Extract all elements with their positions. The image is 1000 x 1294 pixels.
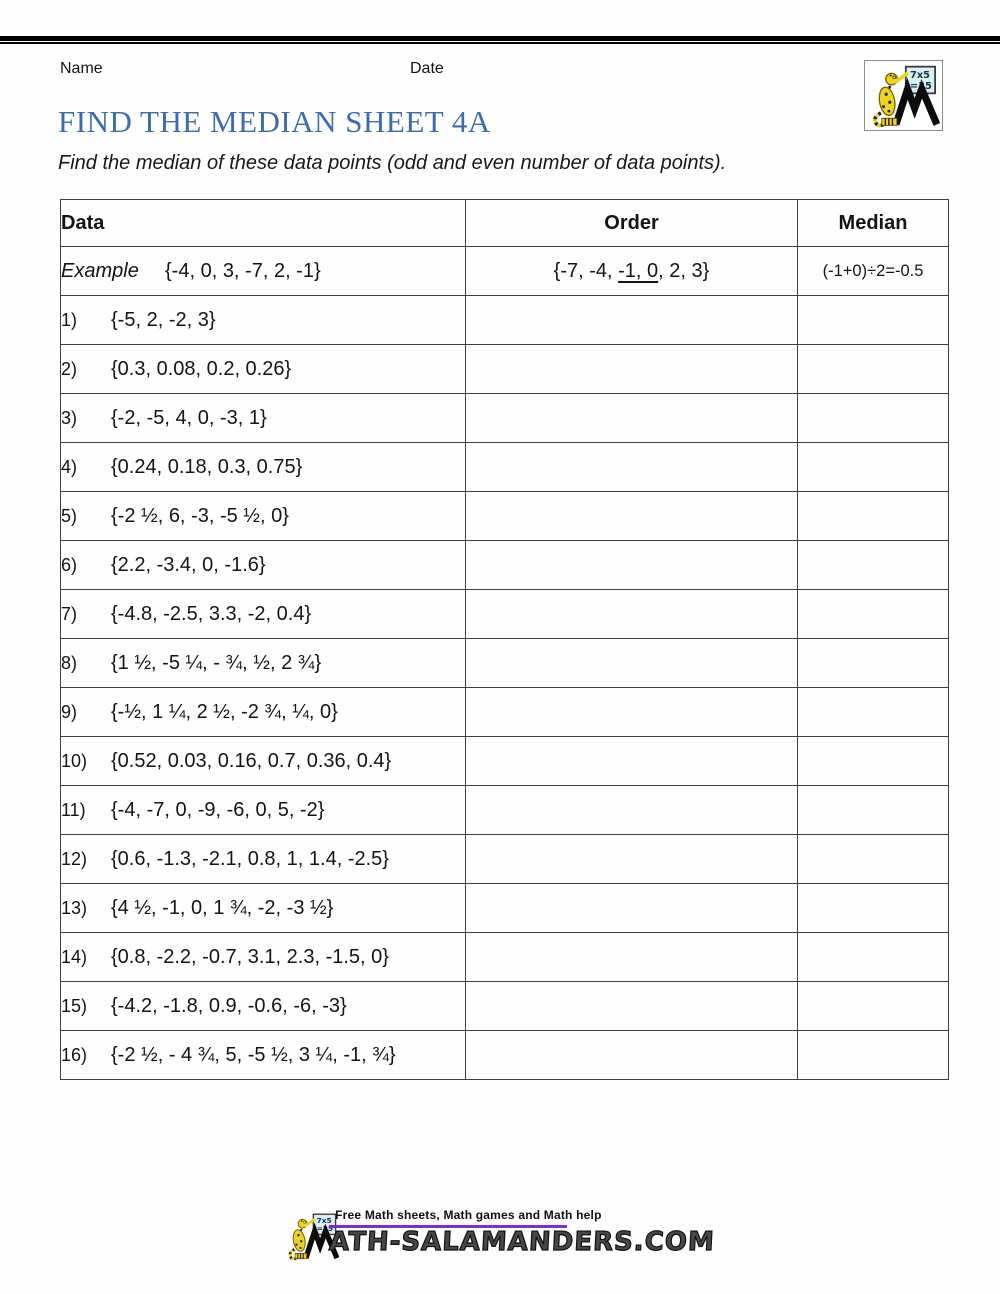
footer-wordmark: ATH-SALAMANDERS.COM bbox=[328, 1227, 716, 1257]
row-data-set: {-4.2, -1.8, 0.9, -0.6, -6, -3} bbox=[111, 994, 347, 1017]
order-answer-cell[interactable] bbox=[466, 835, 798, 884]
median-answer-cell[interactable] bbox=[798, 590, 949, 639]
median-answer-cell[interactable] bbox=[798, 394, 949, 443]
row-data-set: {-½, 1 ¼, 2 ½, -2 ¾, ¼, 0} bbox=[111, 700, 338, 723]
table-row bbox=[61, 982, 949, 1031]
row-data-set: {0.8, -2.2, -0.7, 3.1, 2.3, -1.5, 0} bbox=[111, 945, 389, 968]
example-label: Example bbox=[61, 259, 139, 282]
example-median-cell: (-1+0)÷2=-0.5 bbox=[798, 247, 949, 296]
table-row bbox=[61, 492, 949, 541]
example-order-cell bbox=[466, 247, 798, 296]
median-answer-cell[interactable] bbox=[798, 884, 949, 933]
row-number: 5) bbox=[61, 505, 78, 526]
median-answer-cell[interactable] bbox=[798, 541, 949, 590]
median-answer-cell[interactable] bbox=[798, 639, 949, 688]
column-header-data: Data bbox=[61, 200, 466, 247]
row-data-set: {0.52, 0.03, 0.16, 0.7, 0.36, 0.4} bbox=[111, 749, 392, 772]
table-row bbox=[61, 688, 949, 737]
order-answer-cell[interactable] bbox=[466, 1031, 798, 1080]
example-order-underlined-pair: -1, 0 bbox=[618, 259, 659, 282]
median-answer-cell[interactable] bbox=[798, 688, 949, 737]
order-answer-cell[interactable] bbox=[466, 296, 798, 345]
row-number: 15) bbox=[61, 995, 88, 1016]
median-answer-cell[interactable] bbox=[798, 982, 949, 1031]
table-row bbox=[61, 345, 949, 394]
row-data-set: {0.6, -1.3, -2.1, 0.8, 1, 1.4, -2.5} bbox=[111, 847, 389, 870]
salamander-logo-icon bbox=[868, 64, 940, 128]
table-row bbox=[61, 737, 949, 786]
median-answer-cell[interactable] bbox=[798, 492, 949, 541]
example-data-set: {-4, 0, 3, -7, 2, -1} bbox=[165, 259, 321, 282]
row-data-set: {-2 ½, 6, -3, -5 ½, 0} bbox=[111, 504, 289, 527]
order-answer-cell[interactable] bbox=[466, 786, 798, 835]
median-answer-cell[interactable] bbox=[798, 443, 949, 492]
row-data-set: {-4, -7, 0, -9, -6, 0, 5, -2} bbox=[111, 798, 325, 821]
column-header-order: Order bbox=[466, 200, 798, 247]
row-data-set: {-2, -5, 4, 0, -3, 1} bbox=[111, 406, 267, 429]
order-answer-cell[interactable] bbox=[466, 492, 798, 541]
row-number: 11) bbox=[61, 799, 86, 820]
worksheet-instruction: Find the median of these data points (odd and even number of data points). bbox=[58, 152, 727, 174]
order-answer-cell[interactable] bbox=[466, 639, 798, 688]
column-header-median: Median bbox=[798, 200, 949, 247]
order-answer-cell[interactable] bbox=[466, 982, 798, 1031]
math-salamanders-corner-logo bbox=[864, 60, 943, 131]
row-number: 10) bbox=[61, 750, 88, 771]
example-order-suffix: , 2, 3} bbox=[658, 259, 710, 282]
order-answer-cell[interactable] bbox=[466, 590, 798, 639]
table-row bbox=[61, 884, 949, 933]
order-answer-cell[interactable] bbox=[466, 933, 798, 982]
page-title: FIND THE MEDIAN SHEET 4A bbox=[58, 104, 491, 139]
row-number: 14) bbox=[61, 946, 88, 967]
median-answer-cell[interactable] bbox=[798, 737, 949, 786]
row-number: 16) bbox=[61, 1044, 88, 1065]
median-answer-cell[interactable] bbox=[798, 1031, 949, 1080]
table-row bbox=[61, 541, 949, 590]
order-answer-cell[interactable] bbox=[466, 884, 798, 933]
row-number: 3) bbox=[61, 407, 78, 428]
table-row bbox=[61, 394, 949, 443]
table-row bbox=[61, 443, 949, 492]
table-row bbox=[61, 639, 949, 688]
order-answer-cell[interactable] bbox=[466, 394, 798, 443]
example-row bbox=[61, 247, 949, 296]
row-data-set: {1 ½, -5 ¼, - ¾, ½, 2 ¾} bbox=[111, 651, 322, 674]
row-data-set: {0.24, 0.18, 0.3, 0.75} bbox=[111, 455, 303, 478]
row-number: 8) bbox=[61, 652, 78, 673]
row-data-set: {-4.8, -2.5, 3.3, -2, 0.4} bbox=[111, 602, 312, 625]
order-answer-cell[interactable] bbox=[466, 688, 798, 737]
row-number: 13) bbox=[61, 897, 88, 918]
row-data-set: {0.3, 0.08, 0.2, 0.26} bbox=[111, 357, 292, 380]
date-field-label: Date bbox=[410, 60, 444, 77]
order-answer-cell[interactable] bbox=[466, 443, 798, 492]
table-row bbox=[61, 296, 949, 345]
row-number: 6) bbox=[61, 554, 78, 575]
footer-tagline: Free Math sheets, Math games and Math help bbox=[335, 1208, 602, 1222]
example-order-prefix: {-7, -4, bbox=[553, 259, 619, 282]
order-answer-cell[interactable] bbox=[466, 345, 798, 394]
table-header-row bbox=[61, 200, 949, 247]
table-row bbox=[61, 1031, 949, 1080]
top-horizontal-rule bbox=[0, 36, 1000, 44]
table-row bbox=[61, 933, 949, 982]
median-answer-cell[interactable] bbox=[798, 345, 949, 394]
row-number: 7) bbox=[61, 603, 78, 624]
row-number: 1) bbox=[61, 309, 78, 330]
row-number: 9) bbox=[61, 701, 78, 722]
name-field-label: Name bbox=[60, 60, 103, 77]
row-data-set: {-2 ½, - 4 ¾, 5, -5 ½, 3 ¼, -1, ¾} bbox=[111, 1043, 396, 1066]
median-worksheet-table bbox=[60, 199, 949, 1080]
row-number: 2) bbox=[61, 358, 78, 379]
row-data-set: {2.2, -3.4, 0, -1.6} bbox=[111, 553, 266, 576]
table-row bbox=[61, 835, 949, 884]
median-answer-cell[interactable] bbox=[798, 835, 949, 884]
order-answer-cell[interactable] bbox=[466, 737, 798, 786]
median-answer-cell[interactable] bbox=[798, 296, 949, 345]
order-answer-cell[interactable] bbox=[466, 541, 798, 590]
footer-branding bbox=[0, 1208, 1000, 1266]
row-data-set: {4 ½, -1, 0, 1 ¾, -2, -3 ½} bbox=[111, 896, 334, 919]
row-number: 4) bbox=[61, 456, 78, 477]
median-answer-cell[interactable] bbox=[798, 933, 949, 982]
table-row bbox=[61, 590, 949, 639]
median-answer-cell[interactable] bbox=[798, 786, 949, 835]
row-number: 12) bbox=[61, 848, 88, 869]
row-data-set: {-5, 2, -2, 3} bbox=[111, 308, 216, 331]
table-row bbox=[61, 786, 949, 835]
